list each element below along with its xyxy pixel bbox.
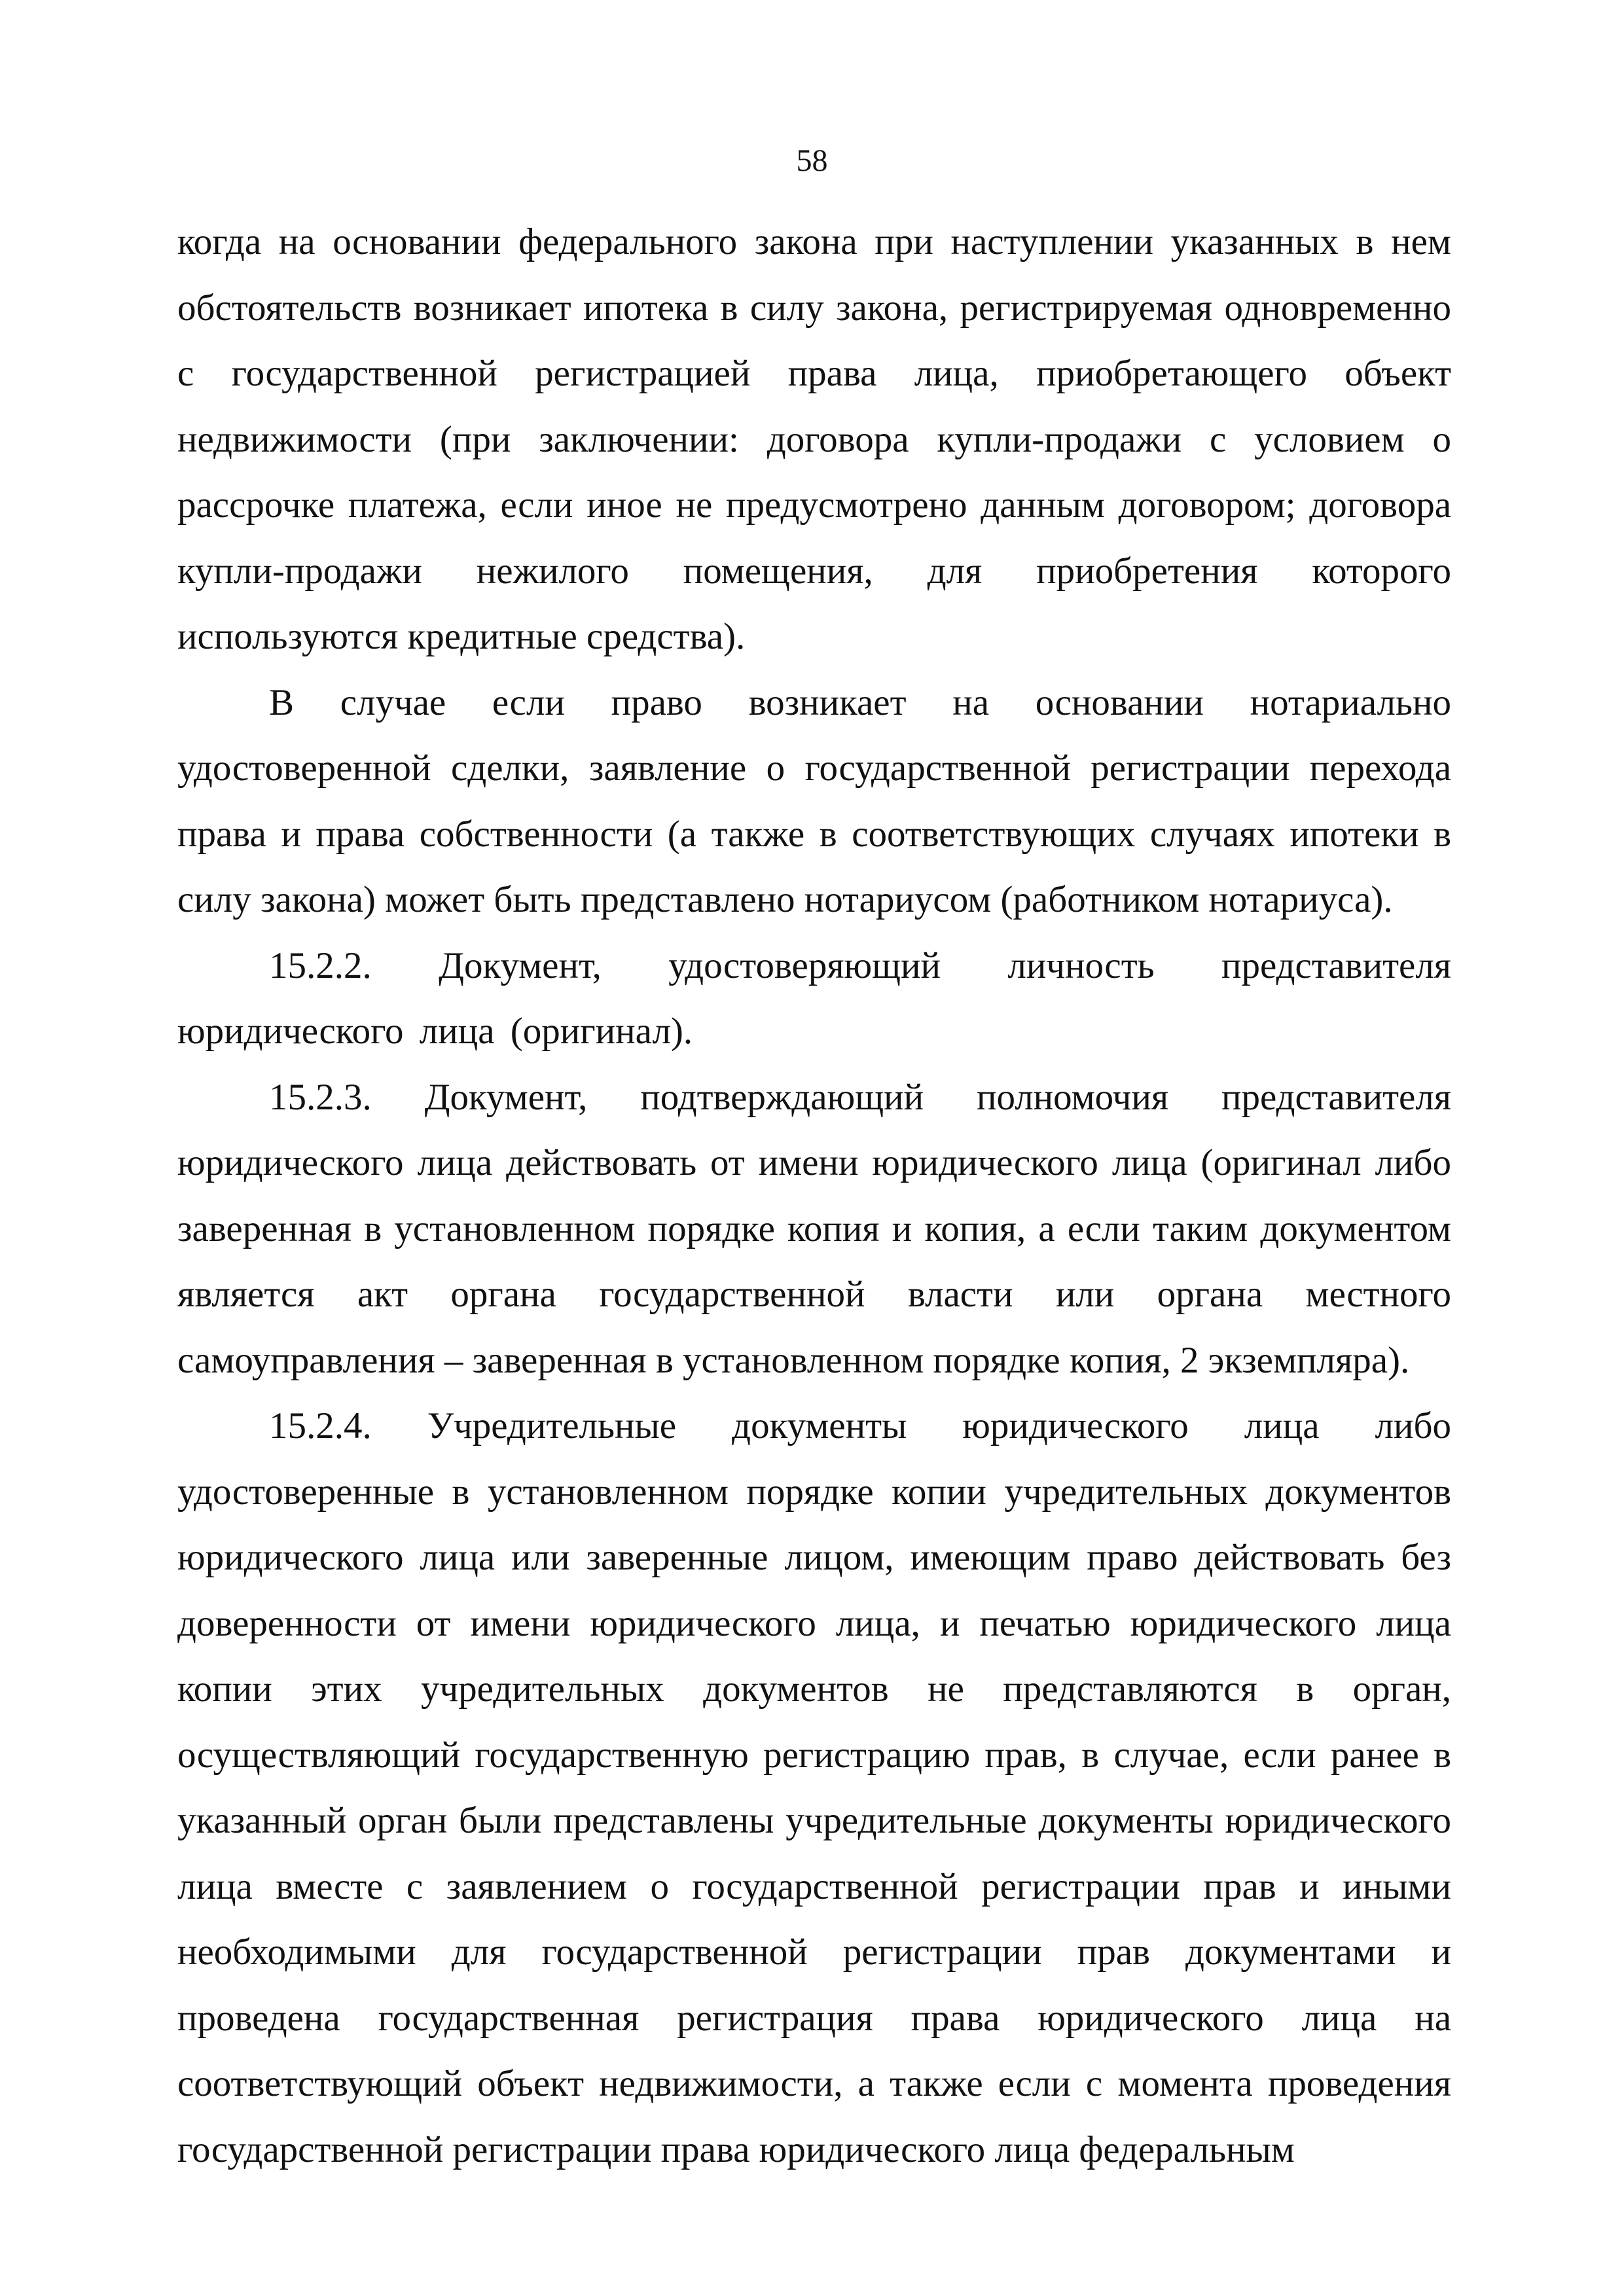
- paragraph-notary-submission: В случае если право возникает на основании нотариально удостоверенной сделки, заявление о государственной регистрации перехода права и права собственности (а также в соответствующих случаях ипотеки в силу закона) может быть представлено нотариусом (работником нотариуса).: [177, 681, 1451, 920]
- paragraph-mortgage-by-law: когда на основании федерального закона при наступлении указанных в нем обстоятельств возникает ипотека в силу закона, регистрируемая одновременно с государственной регистрацией права лица, приобретающего объект недвижимости (при заключении: договора купли-продажи с условием о рассрочке платежа, если иное не предусмотрено данным договором; договора купли-продажи нежилого помещения, для приобретения которого используются кредитные средства).: [177, 221, 1451, 657]
- document-body: [177, 209, 1451, 2183]
- paragraph-15-2-2: 15.2.2. Документ, удостоверяющий личность представителя юридического лица (оригинал).: [177, 944, 1451, 1052]
- page-number: 58: [796, 143, 828, 178]
- paragraph-15-2-3: 15.2.3. Документ, подтверждающий полномочия представителя юридического лица действовать от имени юридического лица (оригинал либо заверенная в установленном порядке копия и копия, а если таким документом является акт органа государственной власти или органа местного самоуправления – заверенная в установленном порядке копия, 2 экземпляра).: [177, 1076, 1451, 1381]
- paragraph-15-2-4: 15.2.4. Учредительные документы юридического лица либо удостоверенные в установленном порядке копии учредительных документов юридического лица или заверенные лицом, имеющим право действовать без доверенности от имени юридического лица, и печатью юридического лица копии этих учредительных документов не представляются в орган, осуществляющий государственную регистрацию прав, в случае, если ранее в указанный орган были представлены учредительные документы юридического лица вместе с заявлением о государственной регистрации прав и иными необходимыми для государственной регистрации прав документами и проведена государственная регистрация права юридического лица на соответствующий объект недвижимости, а также если с момента проведения государственной регистрации права юридического лица федеральным: [177, 1405, 1451, 2170]
